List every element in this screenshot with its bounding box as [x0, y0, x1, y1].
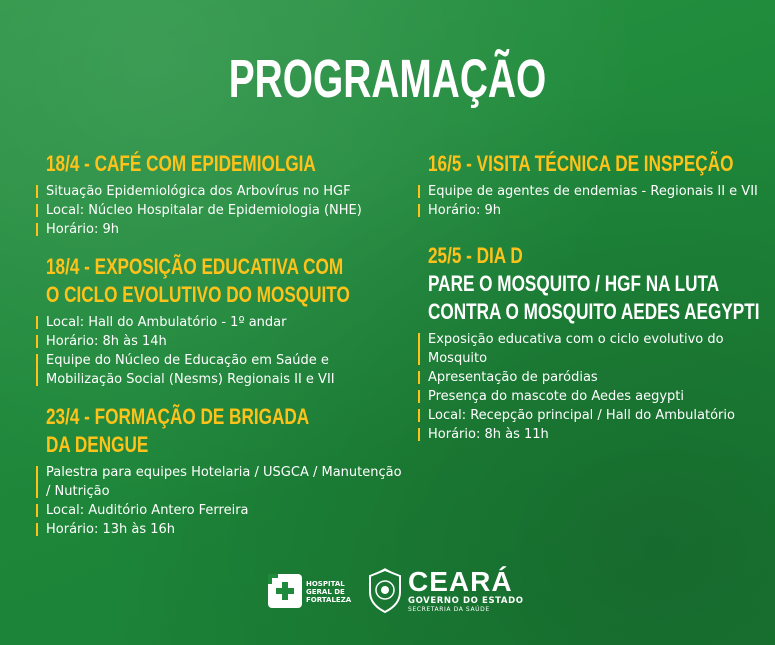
state-government: GOVERNO DO ESTADO: [408, 596, 524, 606]
hospital-name: HOSPITAL GERAL DE FORTALEZA: [306, 580, 352, 604]
state-name: CEARÁ: [408, 566, 513, 597]
event-location: Local: Recepção principal / Hall do Ambulatório: [418, 406, 758, 425]
state-secretariat: SECRETARIA DA SAÚDE: [408, 606, 490, 613]
event-title-line-1: 23/4 - FORMAÇÃO DE BRIGADA: [46, 404, 310, 429]
event-subtitle-line-1: PARE O MOSQUITO / HGF NA LUTA: [428, 271, 720, 296]
event-visita-tecnica: [418, 150, 758, 220]
event-exposicao-educativa: [36, 253, 408, 389]
right-column: [418, 150, 758, 458]
event-dia-d: [418, 242, 758, 444]
event-title-line-2: O CICLO EVOLUTIVO DO MOSQUITO: [46, 282, 350, 307]
left-column: [36, 150, 408, 553]
footer-logos: [0, 568, 775, 618]
event-time: Horário: 9h: [36, 220, 408, 239]
event-title-line-2: DA DENGUE: [46, 432, 149, 457]
event-location: Local: Núcleo Hospitalar de Epidemiologia (NHE): [36, 201, 408, 220]
event-detail: Palestra para equipes Hotelaria / USGCA / Manutenção / Nutrição: [36, 463, 408, 501]
event-title: 25/5 - DIA D: [428, 243, 523, 268]
event-title: 16/5 - VISITA TÉCNICA DE INSPEÇÃO: [428, 151, 734, 176]
event-detail: Exposição educativa com o ciclo evolutivo do Mosquito: [418, 330, 758, 368]
event-time: Horário: 9h: [418, 201, 758, 220]
event-time: Horário: 8h às 14h: [36, 332, 408, 351]
event-formacao-brigada: [36, 403, 408, 539]
event-detail: Apresentação de paródias: [418, 368, 758, 387]
event-subtitle-line-2: CONTRA O MOSQUITO AEDES AEGYPTI: [428, 299, 760, 324]
event-time: Horário: 13h às 16h: [36, 520, 408, 539]
event-title: 18/4 - CAFÉ COM EPIDEMIOLGIA: [46, 151, 316, 176]
event-location: Local: Auditório Antero Ferreira: [36, 501, 408, 520]
event-detail: Presença do mascote do Aedes aegypti: [418, 387, 758, 406]
state-seal-icon: [366, 568, 404, 618]
event-team: Equipe de agentes de endemias - Regionais II e VII: [418, 182, 758, 201]
state-branding: [408, 568, 524, 614]
event-time: Horário: 8h às 11h: [418, 425, 758, 444]
page-title: PROGRAMAÇÃO: [228, 49, 547, 109]
event-cafe-epidemiologia: [36, 150, 408, 239]
event-detail: Situação Epidemiológica dos Arbovírus no HGF: [36, 182, 408, 201]
hospital-cross-logo-icon: [268, 574, 302, 612]
event-team: Equipe do Núcleo de Educação em Saúde e Mobilização Social (Nesms) Regionais II e VII: [36, 351, 408, 389]
event-title-line-1: 18/4 - EXPOSIÇÃO EDUCATIVA COM: [46, 254, 344, 279]
event-location: Local: Hall do Ambulatório - 1º andar: [36, 313, 408, 332]
